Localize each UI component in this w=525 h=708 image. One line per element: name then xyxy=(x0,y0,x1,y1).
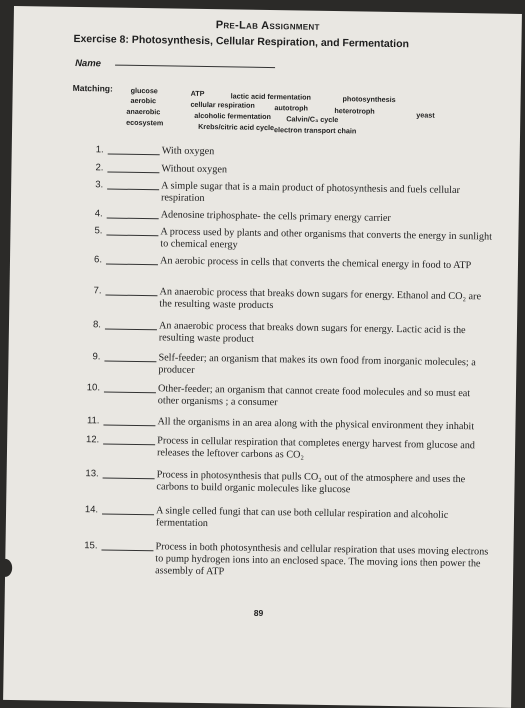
exercise-title: Exercise 8: Photosynthesis, Cellular Respiration, and Fermentation xyxy=(73,32,410,51)
answer-blank-6[interactable] xyxy=(106,263,158,265)
question-text: Process in cellular respiration that completes energy harvest from glucose and releases the leftover carbons as CO₂ xyxy=(156,435,476,461)
question-number: 14. xyxy=(84,504,99,516)
question-2 xyxy=(12,161,520,176)
question-text: Without oxygen xyxy=(161,163,228,176)
question-number: 11. xyxy=(86,415,100,427)
question-11 xyxy=(8,414,516,433)
question-number: 7. xyxy=(93,285,102,297)
answer-blank-12[interactable] xyxy=(103,443,155,445)
answer-blank-3[interactable] xyxy=(107,188,159,190)
question-7 xyxy=(10,284,518,312)
question-text: An aerobic process in cells that converts the chemical energy in food to ATP xyxy=(159,255,472,272)
question-9 xyxy=(9,350,517,376)
page-number: 89 xyxy=(253,607,264,618)
term-photosynthesis: photosynthesis xyxy=(342,94,396,105)
question-text: Process in both photosynthesis and cellular respiration that uses moving electrons to pump hydrogen ions into an enclosed space. The moving ions then power the assembly of ATP xyxy=(155,541,489,578)
question-number: 9. xyxy=(92,351,101,363)
question-number: 10. xyxy=(86,382,101,394)
question-number: 8. xyxy=(92,319,102,331)
answer-blank-14[interactable] xyxy=(102,513,154,515)
term-cellular-respiration: cellular respiration xyxy=(190,99,255,110)
question-number: 12. xyxy=(85,434,100,446)
worksheet-page xyxy=(3,6,522,708)
answer-blank-15[interactable] xyxy=(101,549,153,551)
term-calvin-cycle: Calvin/C₃ cycle xyxy=(286,114,339,125)
question-number: 15. xyxy=(84,540,98,552)
answer-blank-7[interactable] xyxy=(105,294,157,296)
question-text: Process in photosynthesis that pulls CO₂ out of the atmosphere and uses the carbons to build organic molecules like glucose xyxy=(156,469,466,496)
term-atp: ATP xyxy=(190,88,205,99)
question-10 xyxy=(8,381,516,409)
question-number: 4. xyxy=(94,208,103,220)
term-lactic-acid-fermentation: lactic acid fermentation xyxy=(230,91,311,102)
question-number: 6. xyxy=(93,254,103,266)
question-text: A single celled fungi that can use both cellular respiration and alcoholic fermentation xyxy=(155,505,449,530)
question-text: Adenosine triphosphate- the cells primary energy carrier xyxy=(160,209,391,224)
term-ecosystem: ecosystem xyxy=(126,117,164,128)
question-13 xyxy=(7,467,515,496)
answer-blank-4[interactable] xyxy=(107,217,159,219)
question-number: 13. xyxy=(85,468,99,480)
term-anaerobic: anaerobic xyxy=(126,106,161,117)
answer-blank-2[interactable] xyxy=(107,171,159,173)
answer-blank-8[interactable] xyxy=(105,328,157,330)
term-alcoholic-fermentation: alcoholic fermentation xyxy=(194,110,272,122)
answer-blank-1[interactable] xyxy=(108,153,160,155)
term-heterotroph: heterotroph xyxy=(334,106,375,116)
matching-label: Matching: xyxy=(72,82,113,94)
binder-hole xyxy=(0,559,12,577)
question-1 xyxy=(12,143,520,158)
question-text: Self-feeder; an organism that makes its own food from inorganic molecules; a producer xyxy=(158,352,476,376)
question-text: An anaerobic process that breaks down sugars for energy. Lactic acid is the resulting waste product xyxy=(158,320,466,345)
answer-blank-10[interactable] xyxy=(104,391,156,393)
question-number: 2. xyxy=(95,162,104,174)
question-text: With oxygen xyxy=(161,145,215,158)
question-text: An anaerobic process that breaks down sugars for energy. Ethanol and CO₂ are the resulting waste products xyxy=(159,286,482,312)
term-glucose: glucose xyxy=(130,85,158,96)
answer-blank-13[interactable] xyxy=(103,477,155,479)
answer-blank-5[interactable] xyxy=(106,234,158,236)
answer-blank-9[interactable] xyxy=(104,360,156,362)
answer-blank-11[interactable] xyxy=(103,424,155,426)
name-line[interactable] xyxy=(115,65,275,69)
question-number: 5. xyxy=(94,225,103,237)
question-14 xyxy=(6,503,514,530)
term-aerobic: aerobic xyxy=(130,95,157,106)
term-krebs-cycle: Krebs/citric acid cycle xyxy=(198,121,275,133)
term-autotroph: autotroph xyxy=(274,103,309,113)
page-title: Pre-Lab Assignment xyxy=(215,19,320,33)
question-15 xyxy=(6,539,514,578)
question-12 xyxy=(7,433,515,461)
question-text: Other-feeder; an organism that cannot create food molecules and so must eat other organisms ; a consumer xyxy=(157,383,471,409)
question-text: A simple sugar that is a main product of photosynthesis and fuels cellular respiration xyxy=(160,180,461,205)
question-text: A process used by plants and other organisms that converts the energy in sunlight to chemical energy xyxy=(160,226,493,251)
question-text: All the organisms in an area along with the physical environment they inhabit xyxy=(157,416,475,433)
question-number: 3. xyxy=(95,179,104,191)
question-8 xyxy=(9,318,517,345)
term-yeast: yeast xyxy=(416,110,435,120)
question-number: 1. xyxy=(95,144,104,156)
term-electron-transport-chain: electron transport chain xyxy=(274,125,357,136)
name-field[interactable] xyxy=(75,53,275,74)
name-label: Name xyxy=(75,57,102,70)
